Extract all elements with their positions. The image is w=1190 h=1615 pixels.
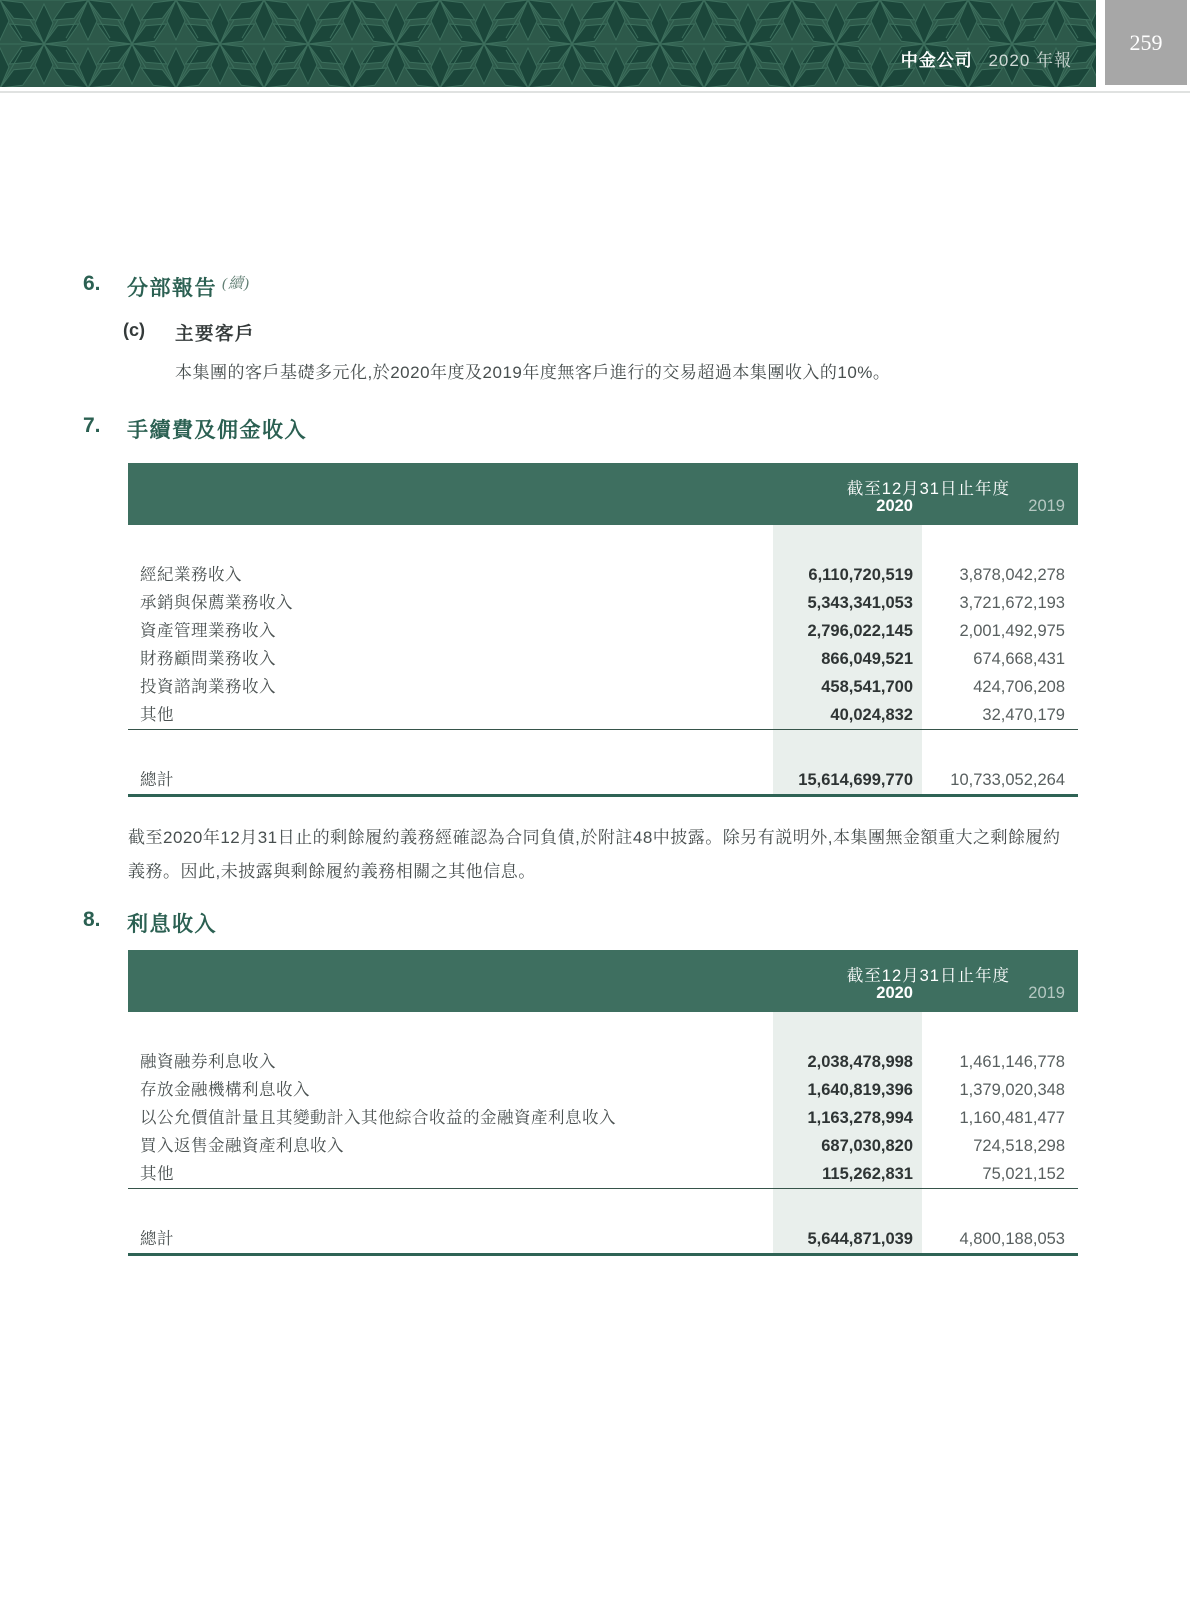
section6c-heading	[123, 320, 255, 346]
row-value-2019: 1,160,481,477	[959, 1109, 1065, 1127]
table8-header-band	[128, 950, 1078, 1012]
total-value-2020: 15,614,699,770	[798, 771, 913, 789]
row-label: 其他	[140, 1165, 174, 1183]
table-row	[128, 1160, 1078, 1188]
row-label: 以公允價值計量且其變動計入其他綜合收益的金融資產利息收入	[140, 1109, 616, 1127]
page-number: 259	[1129, 29, 1163, 55]
row-label: 存放金融機構利息收入	[140, 1081, 310, 1099]
row-label: 財務顧問業務收入	[140, 650, 276, 668]
total-label: 總計	[140, 1230, 174, 1248]
row-value-2019: 724,518,298	[973, 1137, 1065, 1155]
table8-col-2020: 2020	[876, 984, 913, 1002]
header-banner	[0, 0, 1096, 87]
section7-heading	[83, 414, 307, 444]
table7-bottom-rule	[128, 794, 1078, 797]
table7-subtotal-rule	[128, 729, 1078, 730]
table8-col-2019: 2019	[1028, 984, 1065, 1002]
table-row	[128, 1048, 1078, 1076]
section8-heading	[83, 908, 217, 938]
row-value-2020: 2,796,022,145	[807, 622, 913, 640]
table-row	[128, 561, 1078, 589]
table-row	[128, 645, 1078, 673]
row-value-2019: 1,379,020,348	[959, 1081, 1065, 1099]
row-value-2020: 40,024,832	[830, 706, 913, 724]
row-label: 承銷與保薦業務收入	[140, 594, 293, 612]
table-row	[128, 1076, 1078, 1104]
row-label: 資產管理業務收入	[140, 622, 276, 640]
total-value-2019: 4,800,188,053	[959, 1230, 1065, 1248]
section6-title: 分部報告	[127, 277, 217, 300]
table7-total-row	[128, 766, 1078, 794]
section6-heading	[83, 272, 250, 302]
table-row	[128, 617, 1078, 645]
total-value-2019: 10,733,052,264	[950, 771, 1065, 789]
fee-commission-table	[128, 463, 1078, 797]
company-name: 中金公司	[900, 51, 973, 70]
table8-body	[128, 1012, 1078, 1256]
table7-body	[128, 525, 1078, 797]
row-label: 融資融券利息收入	[140, 1053, 276, 1071]
table-row	[128, 701, 1078, 729]
asanoha-pattern-graphic	[0, 0, 1096, 87]
total-value-2020: 5,644,871,039	[807, 1230, 913, 1248]
remaining-obligations-note: 截至2020年12月31日止的剩餘履約義務經確認為合同負債,於附註48中披露。除另有説明外,本集團無金額重大之剩餘履約義務。因此,未披露與剩餘履約義務相關之其他信息。	[128, 828, 1061, 881]
section8-title: 利息收入	[127, 913, 217, 936]
row-value-2019: 674,668,431	[973, 650, 1065, 668]
row-value-2019: 3,878,042,278	[959, 566, 1065, 584]
row-value-2019: 424,706,208	[973, 678, 1065, 696]
section8-number: 8.	[83, 908, 101, 931]
table-row	[128, 1132, 1078, 1160]
row-value-2020: 2,038,478,998	[807, 1053, 913, 1071]
row-value-2020: 1,163,278,994	[807, 1109, 913, 1127]
row-label: 買入返售金融資產利息收入	[140, 1137, 344, 1155]
banner-caption	[901, 46, 1072, 71]
section6-number: 6.	[83, 272, 101, 295]
header-divider	[0, 91, 1190, 93]
section7-number: 7.	[83, 414, 101, 437]
row-value-2020: 458,541,700	[821, 678, 913, 696]
table8-subtotal-rule	[128, 1188, 1078, 1189]
table7-col-2020: 2020	[876, 497, 913, 515]
row-value-2019: 2,001,492,975	[959, 622, 1065, 640]
section6c-title: 主要客戶	[175, 323, 256, 344]
table7-header-band	[128, 463, 1078, 525]
row-value-2019: 3,721,672,193	[959, 594, 1065, 612]
section6-continued: (續)	[222, 276, 250, 292]
report-title: 2020 年報	[988, 51, 1072, 70]
row-label: 投資諮詢業務收入	[140, 678, 276, 696]
table8-period-header: 截至12月31日止年度	[846, 967, 1010, 985]
row-value-2020: 6,110,720,519	[808, 566, 913, 584]
row-value-2019: 75,021,152	[982, 1165, 1065, 1183]
table-row	[128, 673, 1078, 701]
row-value-2019: 1,461,146,778	[959, 1053, 1065, 1071]
page-number-box	[1105, 0, 1187, 85]
table7-period-header: 截至12月31日止年度	[846, 480, 1010, 498]
section7-title: 手續費及佣金收入	[127, 419, 307, 442]
row-value-2019: 32,470,179	[982, 706, 1065, 724]
row-label: 其他	[140, 706, 174, 724]
table8-bottom-rule	[128, 1253, 1078, 1256]
row-value-2020: 115,262,831	[822, 1165, 913, 1183]
major-clients-paragraph: 本集團的客戶基礎多元化,於2020年度及2019年度無客戶進行的交易超過本集團收入的10%。	[175, 363, 891, 382]
table-row	[128, 589, 1078, 617]
table7-col-2019: 2019	[1028, 497, 1065, 515]
row-label: 經紀業務收入	[140, 566, 242, 584]
row-value-2020: 866,049,521	[821, 650, 913, 668]
total-label: 總計	[140, 771, 174, 789]
row-value-2020: 5,343,341,053	[807, 594, 913, 612]
table8-total-row	[128, 1225, 1078, 1253]
interest-income-table	[128, 950, 1078, 1256]
table-row	[128, 1104, 1078, 1132]
section6c-label: (c)	[123, 320, 145, 340]
row-value-2020: 687,030,820	[821, 1137, 913, 1155]
row-value-2020: 1,640,819,396	[807, 1081, 913, 1099]
